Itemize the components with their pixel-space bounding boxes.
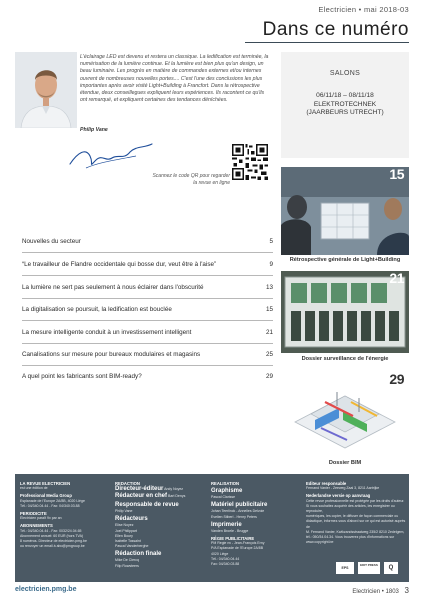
- toc-page: 25: [265, 351, 273, 358]
- toc-divider: [22, 275, 273, 276]
- qr-code[interactable]: [232, 144, 268, 180]
- footer-issue: Electricien • 1803: [352, 589, 399, 595]
- feature-page-number: 29: [389, 372, 404, 387]
- toc-divider: [22, 343, 273, 344]
- colophon-heading: Rédacteurs: [115, 516, 148, 523]
- colophon-line: Ellen Boury: [115, 533, 133, 538]
- feature-photo-light-building[interactable]: [281, 167, 409, 255]
- colophon-heading: Editeur responsable: [306, 481, 347, 486]
- colophon-line: Electricien paraît 9x par an: [20, 516, 62, 521]
- colophon-line: Isabelle Tossaint: [115, 539, 141, 544]
- salons-title: SALONS: [329, 70, 361, 77]
- editorial-text: L'éclairage LED est devenu et restera un classique. La ledification est terminée, la numérisation de la lumière continue. Et la lumière est bien plus qu'un design, un beau luminaire. Les progrès en matière de commandes externes et/ou internes ouvrent de nombreuses nouvelles portes.... C'est l'une des conclusions les plus importantes après avoir visité Light+Building à Francfort. Dans la rétrospective étendue, deux conseillegues expliquent leurs expériences. Ils racontent ce qu'ils ont remarqué, et expliquent certaines des tendances déníchées.: [80, 54, 269, 104]
- feature-caption: Rétrospective générale de Light+Building: [289, 257, 401, 263]
- colophon-line: Si vous souhaitez acquérir des articles, les enregistrer ou reproduire,: [306, 503, 395, 514]
- portrait-illustration: [15, 52, 77, 128]
- colophon-line: Philip Vane: [115, 509, 133, 514]
- colophon-line: Esplanade de l'Europe 2A/8B, 4020 Liège: [20, 498, 85, 503]
- toc-page: 9: [269, 261, 273, 268]
- colophon-line: Tél.: 04/340.04.44 - Fax: 04/340.03.88: [20, 503, 80, 508]
- colophon-heading: Rédacteur en chef: [115, 493, 168, 500]
- edit-press-logo: EDIT PRESS: [358, 562, 380, 574]
- colophon-heading: REALISATION: [211, 481, 240, 486]
- salons-venue: (JAARBEURS UTRECHT): [306, 109, 384, 116]
- toc-title: Nouvelles du secteur: [22, 238, 81, 245]
- website-link[interactable]: electricien.pmg.be: [15, 586, 77, 593]
- colophon-heading: Professional Media Group: [20, 493, 72, 499]
- colophon-heading: LA REVUE ELECTRICIEN: [20, 481, 71, 486]
- editorial-author: Philip Vane: [80, 127, 108, 133]
- colophon-heading: Imprimerie: [211, 521, 242, 528]
- feature-page-number: 21: [389, 271, 404, 286]
- toc-entry[interactable]: [22, 373, 273, 384]
- colophon-heading: REDACTION: [115, 481, 140, 486]
- colophon-editorial: [115, 479, 207, 569]
- toc-entry[interactable]: [22, 284, 273, 295]
- colophon-line: est une édition de: [20, 486, 48, 491]
- colophon-line: Pascal Vanderberghe: [115, 544, 149, 549]
- colophon-line: numériques, les copier, le diffuser de façon commerciale ou: [306, 514, 399, 519]
- page-number: 3: [404, 586, 409, 595]
- title-divider: [245, 42, 409, 43]
- colophon: [15, 474, 409, 582]
- colophon-heading: Directeur-éditeur: [115, 486, 164, 493]
- colophon-heading: PERIODICITE: [20, 511, 47, 517]
- colophon-line: M. Fernand Vanier, Kwikzandsstraatweg 235/2 8210 Zedelgem,: [306, 529, 405, 534]
- colophon-line: Evelien Stiberl - Henry Peters: [211, 514, 257, 519]
- colophon-line: www.copyright.be: [306, 540, 334, 545]
- colophon-heading: Rédaction finale: [115, 551, 162, 558]
- toc-title: “Le travailleur de Flandre occidentale qui bosse dur, veut être à l'aise”: [22, 261, 217, 268]
- colophon-line: Vanden Broele - Brugge: [211, 528, 249, 533]
- colophon-heading: ABONNEMENTS: [20, 523, 53, 529]
- feature-caption: Dossier BIM: [328, 460, 362, 466]
- colophon-line: PM Regie nv - Jean-François Erny: [211, 541, 265, 546]
- toc-divider: [22, 298, 273, 299]
- colophon-line: Johan Teerlinck - Annelies Delvoie: [211, 509, 265, 514]
- colophon-line: Abonnement annuel: 60 EUR (hors TVA): [20, 533, 84, 538]
- toc-divider: [22, 252, 273, 253]
- colophon-publisher: [20, 479, 112, 549]
- colophon-line: Joel Philippart: [115, 528, 137, 533]
- colophon-line: Mike De Clercq: [115, 558, 139, 563]
- colophon-line: Fax: 04/340.03.88: [211, 562, 240, 567]
- colophon-line: tél.: 050/34.04.34. Vous trouverez plus d'informations sur: [306, 535, 395, 540]
- salons-event-name: ELEKTROTECHNEK: [313, 100, 377, 108]
- toc-page: 5: [269, 238, 273, 245]
- colophon-heading: Graphisme: [211, 488, 243, 495]
- colophon-legal: [306, 479, 406, 545]
- toc-divider: [22, 365, 273, 366]
- toc-title: Canalisations sur mesure pour bureaux modulaires et magasins: [22, 351, 201, 358]
- toc-title: A quel point les fabricants sont BIM-ready?: [22, 373, 142, 380]
- toc-divider: [22, 320, 273, 321]
- toc-entry[interactable]: [22, 329, 273, 340]
- colophon-heading: Matériel publicitaire: [211, 502, 268, 509]
- eps-logo: EPS: [336, 562, 354, 574]
- colophon-line: Pascal Clarisse: [211, 495, 236, 500]
- colophon-line: Cette revue professionnelle est protégée par les droits d'auteur.: [306, 498, 405, 503]
- colophon-line: Filip Rowsteers: [115, 563, 139, 568]
- toc-entry[interactable]: [22, 306, 273, 317]
- colophon-line: Tél.: 04/340.04.44: [211, 556, 240, 561]
- colophon-line: P/A Esplanade de l'Europe 2A/8B: [211, 546, 264, 551]
- feature-page-number: 15: [389, 167, 404, 182]
- colophon-line: Elise Noyez: [115, 523, 134, 528]
- salons-event: [281, 92, 409, 118]
- author-signature: [66, 138, 156, 172]
- author-portrait: [15, 52, 77, 128]
- toc-entry[interactable]: [22, 238, 273, 249]
- colophon-line: ou renvoyer un email à abo@pmgroup.be: [20, 544, 85, 549]
- toc-page: 21: [265, 329, 273, 336]
- issue-meta: Electricien • mai 2018-03: [318, 5, 409, 14]
- salons-dates: 06/11/18 – 08/11/18: [316, 92, 374, 99]
- feature-photo-energy[interactable]: [281, 271, 409, 353]
- colophon-heading: Responsable de revue: [115, 502, 179, 509]
- colophon-production: [211, 479, 303, 567]
- colophon-line: 8 numéros. Directeur de electricien.pmg.be: [20, 539, 87, 544]
- quality-logo: Q: [384, 562, 398, 574]
- colophon-line: didactique, informez-vous d'abord sur ce qui est autorisé auprès de: [306, 519, 406, 529]
- toc-entry[interactable]: [22, 261, 273, 272]
- toc-entry[interactable]: [22, 351, 273, 362]
- colophon-heading: Nederlandse versie op aanvraag: [306, 493, 371, 499]
- toc-title: La digitalisation se poursuit, la ledification est bouclée: [22, 306, 172, 313]
- qr-caption: Scannez le code QR pour regarder la revue en ligne: [152, 173, 230, 186]
- colophon-line: Tél.: 04/340.04.44 - Fax: 0032/24.04.65: [20, 528, 82, 533]
- colophon-line: Fernand Vanier - Zeeweg Zaal 3, 8211 Aartrijke: [306, 486, 380, 491]
- feature-caption: Dossier surveillance de l'énergie: [301, 356, 389, 362]
- toc-title: La lumière ne sert pas seulement à nous éclairer dans l'obscurité: [22, 284, 204, 291]
- toc-page: 29: [265, 373, 273, 380]
- colophon-line: Bart Denys: [168, 494, 186, 499]
- toc-title: La mesure intelligente conduit à un investissement intelligent: [22, 329, 192, 336]
- colophon-line: 4020 Liège: [211, 551, 229, 556]
- colophon-heading: RÉGIE PUBLICITAIRE: [211, 536, 255, 542]
- toc-page: 15: [265, 306, 273, 313]
- feature-photo-bim[interactable]: [281, 372, 409, 454]
- colophon-line: Andy Noyez: [164, 487, 184, 492]
- toc-page: 13: [265, 284, 273, 291]
- page-title: Dans ce numéro: [262, 19, 409, 40]
- page-footer: [352, 586, 409, 595]
